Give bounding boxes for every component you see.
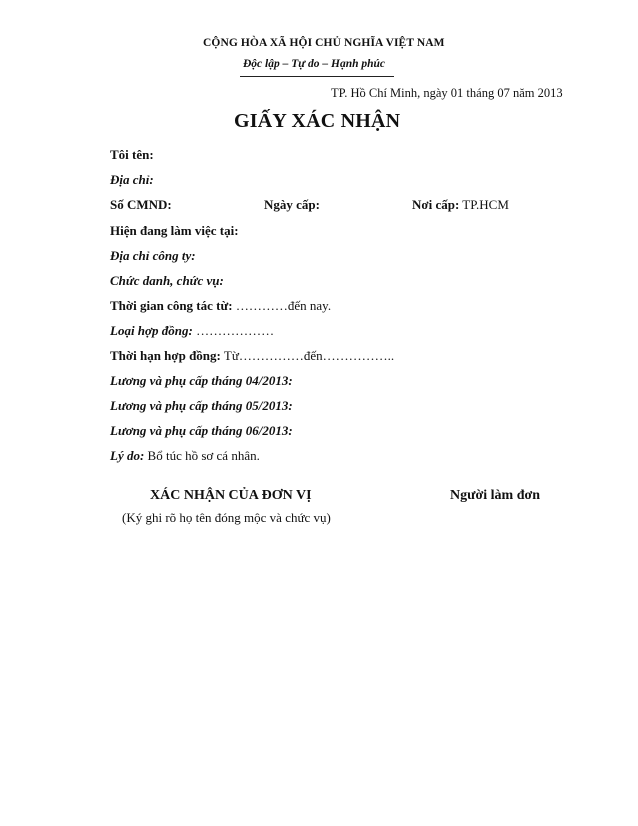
unit-confirmation-note: (Ký ghi rõ họ tên đóng mộc và chức vụ)	[122, 510, 331, 525]
field-id-number-label: Số CMND:	[110, 197, 172, 212]
field-salary-june-label: Lương và phụ cấp tháng 06/2013:	[110, 423, 293, 438]
field-salary-april	[110, 373, 293, 389]
field-work-period	[110, 298, 331, 314]
document-title: GIẤY XÁC NHẬN	[234, 110, 401, 132]
field-issue-date	[264, 197, 320, 213]
field-contract-term-value: Từ……………đến……………..	[220, 348, 395, 363]
field-reason-value: Bổ túc hồ sơ cá nhân.	[144, 448, 260, 463]
field-issue-place-label: Nơi cấp:	[412, 197, 460, 212]
place-and-date: TP. Hồ Chí Minh, ngày 01 tháng 07 năm 2013	[331, 86, 563, 100]
field-id-number	[110, 197, 172, 213]
field-work-period-label: Thời gian công tác từ:	[110, 298, 233, 313]
field-work-period-value: …………đến nay.	[232, 298, 332, 313]
applicant-signature-title: Người làm đơn	[450, 488, 541, 503]
field-position-label: Chức danh, chức vụ:	[110, 273, 224, 288]
national-motto: Độc lập – Tự do – Hạnh phúc	[243, 58, 386, 70]
motto-underline	[240, 76, 394, 77]
field-contract-term	[110, 348, 394, 364]
field-reason	[110, 448, 260, 464]
field-name	[110, 147, 154, 163]
field-salary-may-label: Lương và phụ cấp tháng 05/2013:	[110, 398, 293, 413]
field-workplace	[110, 223, 239, 239]
field-address-label: Địa chỉ:	[110, 172, 154, 187]
field-issue-date-label: Ngày cấp:	[264, 197, 320, 212]
field-contract-type-label: Loại hợp đồng:	[110, 323, 193, 338]
field-contract-type	[110, 323, 274, 339]
field-salary-may	[110, 398, 293, 414]
field-name-label: Tôi tên:	[110, 147, 154, 162]
field-issue-place-value: TP.HCM	[462, 197, 509, 212]
field-company-address	[110, 248, 196, 264]
field-reason-label: Lý do:	[110, 448, 145, 463]
field-address	[110, 172, 154, 188]
field-contract-term-label: Thời hạn hợp đồng:	[110, 348, 221, 363]
unit-confirmation-title: XÁC NHẬN CỦA ĐƠN VỊ	[150, 488, 312, 503]
field-contract-type-value: ………………	[192, 323, 275, 338]
field-workplace-label: Hiện đang làm việc tại:	[110, 223, 239, 238]
field-company-address-label: Địa chỉ công ty:	[110, 248, 196, 263]
national-header: CỘNG HÒA XÃ HỘI CHỦ NGHĨA VIỆT NAM	[203, 37, 445, 49]
field-position	[110, 273, 224, 289]
field-issue-place	[412, 197, 509, 213]
field-salary-june	[110, 423, 293, 439]
field-salary-april-label: Lương và phụ cấp tháng 04/2013:	[110, 373, 293, 388]
